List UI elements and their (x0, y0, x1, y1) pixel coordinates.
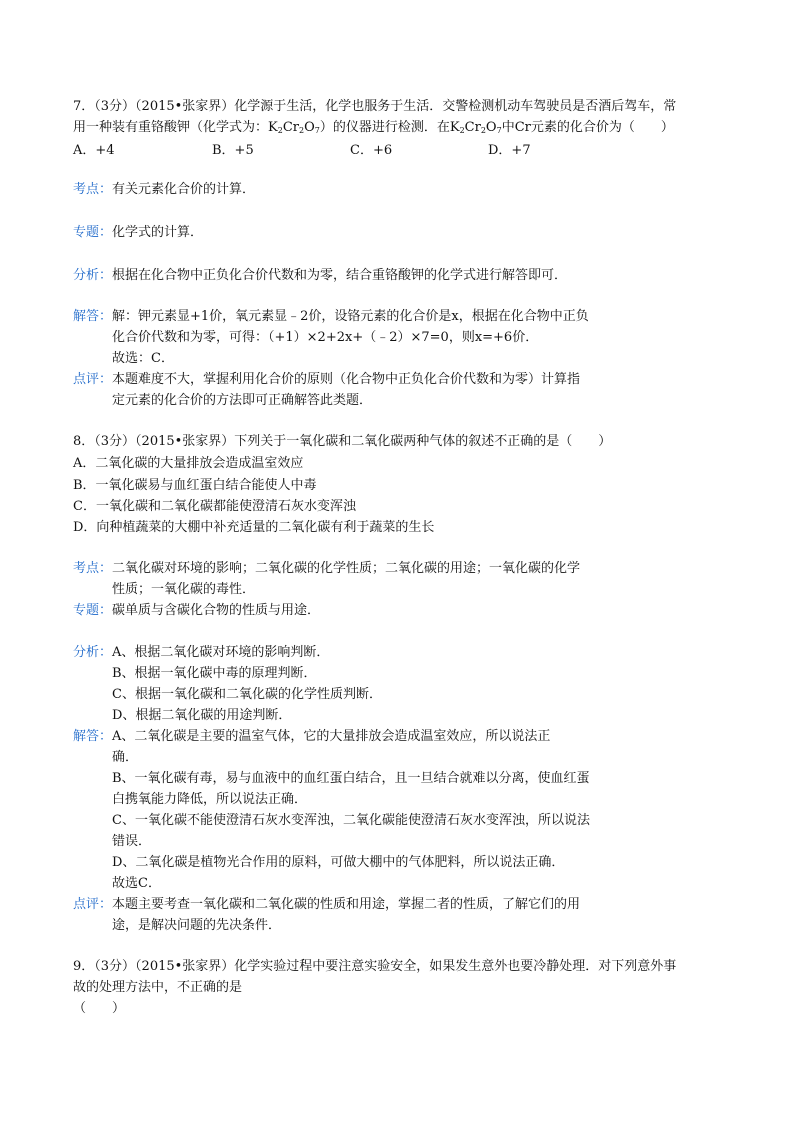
q7-kaodian-label: 考点： (73, 182, 113, 197)
q8-option-a: A．二氧化碳的大量排放会造成温室效应 (73, 456, 304, 471)
q9-stem-line-1: 9．（3分）（2015•张家界）化学实验过程中要注意实验安全，如果发生意外也要冷静处理．对下列意外事 (73, 959, 677, 974)
q8-zhuanti-label: 专题： (73, 603, 113, 618)
q8-option-b: B．一氧化碳易与血红蛋白结合能使人中毒 (73, 478, 317, 493)
q8-option-c: C．一氧化碳和二氧化碳都能使澄清石灰水变浑浊 (73, 499, 356, 514)
q7-jieda-line-3: 故选：C． (112, 351, 174, 366)
q8-stem: 8．（3分）（2015•张家界）下列关于一氧化碳和二氧化碳两种气体的叙述不正确的是（ ） (73, 434, 612, 449)
q8-kaodian-line-2: 性质；一氧化碳的毒性． (112, 582, 256, 597)
q7-fenxi-label: 分析： (73, 268, 113, 283)
q7-kaodian-text: 有关元素化合价的计算． (112, 182, 256, 197)
q8-fenxi-line-2: B、根据一氧化碳中毒的原理判断． (112, 666, 317, 681)
q8-jieda-label: 解答： (73, 729, 113, 744)
q8-dianping-label: 点评： (73, 897, 113, 912)
q8-fenxi-line-3: C、根据一氧化碳和二氧化碳的化学性质判断． (112, 687, 382, 702)
q9-stem-line-3: （ ） (73, 1001, 126, 1016)
q7-zhuanti-text: 化学式的计算． (112, 225, 204, 240)
q7-option-b: B．+5 (212, 143, 254, 158)
q8-fenxi-line-1: A、根据二氧化碳对环境的影响判断． (112, 645, 330, 660)
q7-stem-line-2: 用一种装有重铬酸钾（化学式为：$K_2Cr_2O_7$）的仪器进行检测．在$K_2Cr_2O_7$中Cr元素的化合价为（ ） (73, 120, 674, 135)
q7-zhuanti-label: 专题： (73, 225, 113, 240)
q8-dianping-line-1: 本题主要考查一氧化碳和二氧化碳的性质和用途，掌握二者的性质，了解它们的用 (112, 897, 581, 912)
q7-stem-line-1: 7．（3分）（2015•张家界）化学源于生活，化学也服务于生活．交警检测机动车驾驶员是否酒后驾车，常 (73, 99, 677, 114)
q7-option-d: D．+7 (488, 143, 531, 158)
q8-fenxi-line-4: D、根据二氧化碳的用途判断． (112, 708, 292, 723)
q7-option-a: A．+4 (73, 143, 115, 158)
q8-jieda-line-3: B、一氧化碳有毒，易与血液中的血红蛋白结合，且一旦结合就难以分离，使血红蛋 (112, 771, 590, 786)
q8-jieda-line-4: 白携氧能力降低，所以说法正确． (112, 792, 308, 807)
q8-dianping-line-2: 途，是解决问题的先决条件． (112, 918, 282, 933)
q7-dianping-line-1: 本题难度不大，掌握利用化合价的原则（化合物中正负化合价代数和为零）计算指 (112, 372, 581, 387)
q8-jieda-line-8: 故选C． (112, 876, 161, 891)
q8-option-d: D．向种植蔬菜的大棚中补充适量的二氧化碳有利于蔬菜的生长 (73, 520, 435, 535)
q8-jieda-line-2: 确． (112, 750, 139, 765)
q7-option-c: C．+6 (350, 143, 393, 158)
q7-jieda-line-1: 解：钾元素显+1价，氧元素显﹣2价，设铬元素的化合价是x，根据在化合物中正负 (112, 309, 589, 324)
q7-jieda-label: 解答： (73, 309, 113, 324)
q7-jieda-line-2: 化合价代数和为零，可得：（+1）×2+2x+（﹣2）×7=0，则x=+6价． (112, 330, 539, 345)
q8-jieda-line-7: D、二氧化碳是植物光合作用的原料，可做大棚中的气体肥料，所以说法正确． (112, 855, 565, 870)
q8-kaodian-line-1: 二氧化碳对环境的影响；二氧化碳的化学性质；二氧化碳的用途；一氧化碳的化学 (112, 561, 581, 576)
q8-jieda-line-6: 错误． (112, 834, 152, 849)
q9-stem-line-2: 故的处理方法中，不正确的是 (73, 980, 243, 995)
q7-dianping-label: 点评： (73, 372, 113, 387)
q8-fenxi-label: 分析： (73, 645, 113, 660)
q8-jieda-line-5: C、一氧化碳不能使澄清石灰水变浑浊，二氧化碳能使澄清石灰水变浑浊，所以说法 (112, 813, 590, 828)
q8-kaodian-label: 考点： (73, 561, 113, 576)
q8-jieda-line-1: A、二氧化碳是主要的温室气体，它的大量排放会造成温室效应，所以说法正 (112, 729, 551, 744)
q7-fenxi-text: 根据在化合物中正负化合价代数和为零，结合重铬酸钾的化学式进行解答即可． (112, 268, 568, 283)
q8-zhuanti-text: 碳单质与含碳化合物的性质与用途． (112, 603, 321, 618)
q7-dianping-line-2: 定元素的化合价的方法即可正确解答此类题． (112, 393, 373, 408)
